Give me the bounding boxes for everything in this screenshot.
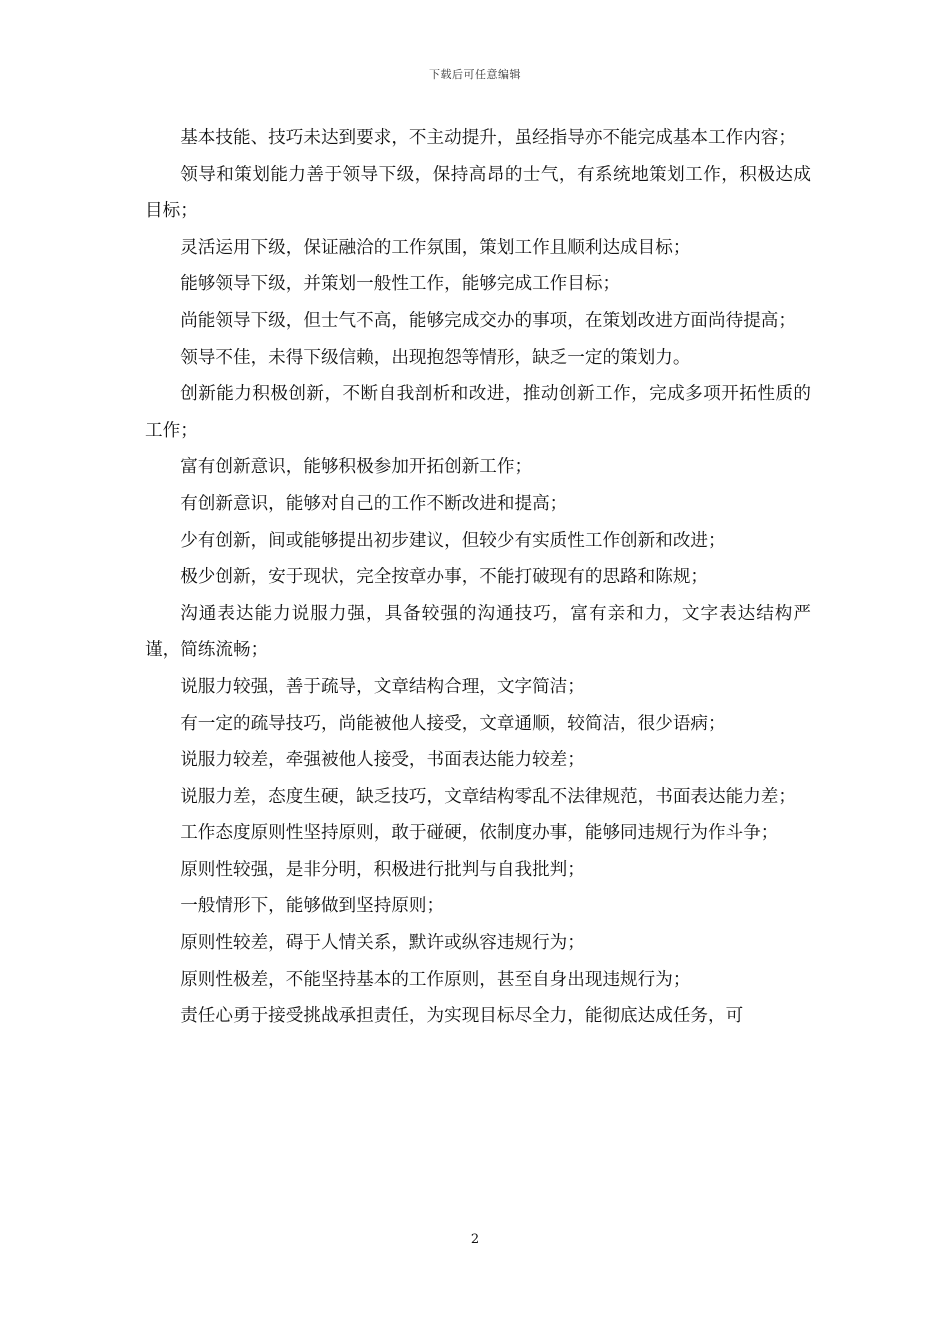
paragraph: 富有创新意识，能够积极参加开拓创新工作； xyxy=(180,457,533,478)
paragraph: 说服力差，态度生硬，缺乏技巧，文章结构零乱不法律规范，书面表达能力差； xyxy=(180,786,796,807)
page-header: 下载后可任意编辑 xyxy=(429,68,521,81)
paragraph: 责任心勇于接受挑战承担责任，为实现目标尽全力，能彻底达成任务，可 xyxy=(180,1006,744,1027)
paragraph: 原则性较强，是非分明，积极进行批判与自我批判； xyxy=(180,859,585,880)
paragraph: 原则性较差，碍于人情关系，默许或纵容违规行为； xyxy=(180,933,585,954)
paragraph: 有创新意识，能够对自己的工作不断改进和提高； xyxy=(180,493,568,514)
paragraph: 领导不佳，未得下级信赖，出现抱怨等情形，缺乏一定的策划力。 xyxy=(180,347,691,368)
page-number: 2 xyxy=(470,1232,480,1247)
paragraph: 领导和策划能力善于领导下级，保持高昂的士气，有系统地策划工作，积极达成目标； xyxy=(145,164,811,222)
paragraph: 一般情形下，能够做到坚持原则； xyxy=(180,896,445,917)
paragraph: 少有创新，间或能够提出初步建议，但较少有实质性工作创新和改进； xyxy=(180,530,726,551)
paragraph: 沟通表达能力说服力强，具备较强的沟通技巧，富有亲和力，文字表达结构严谨，简练流畅； xyxy=(145,603,811,661)
paragraph: 说服力较强，善于疏导，文章结构合理，文字简洁； xyxy=(180,676,585,697)
paragraph: 原则性极差，不能坚持基本的工作原则，甚至自身出现违规行为； xyxy=(180,969,691,990)
paragraph: 基本技能、技巧未达到要求，不主动提升，虽经指导亦不能完成基本工作内容； xyxy=(180,128,796,148)
paragraph: 极少创新，安于现状，完全按章办事，不能打破现有的思路和陈规； xyxy=(180,567,709,588)
paragraph: 工作态度原则性坚持原则，敢于碰硬，依制度办事，能够同违规行为作斗争； xyxy=(180,823,779,844)
paragraph: 说服力较差，牵强被他人接受，书面表达能力较差； xyxy=(180,750,585,771)
paragraph: 有一定的疏导技巧，尚能被他人接受，文章通顺，较简洁，很少语病； xyxy=(180,713,726,734)
document-body xyxy=(145,120,811,1035)
paragraph: 灵活运用下级，保证融洽的工作氛围，策划工作且顺利达成目标； xyxy=(180,237,691,258)
paragraph: 能够领导下级，并策划一般性工作，能够完成工作目标； xyxy=(180,274,621,295)
paragraph: 尚能领导下级，但士气不高，能够完成交办的事项，在策划改进方面尚待提高； xyxy=(180,310,796,331)
paragraph: 创新能力积极创新，不断自我剖析和改进，推动创新工作，完成多项开拓性质的工作； xyxy=(145,384,811,441)
